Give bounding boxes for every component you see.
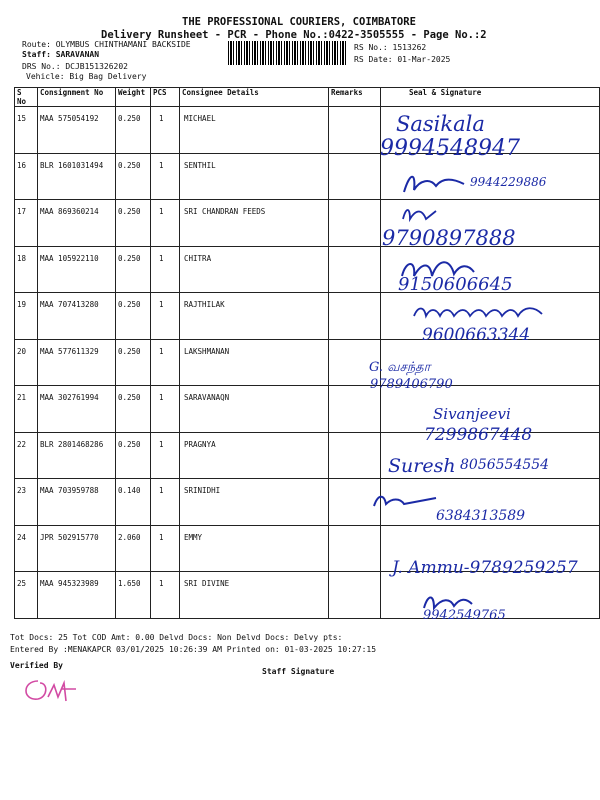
cell-sno: 19 <box>15 293 38 340</box>
handwritten-phone: 8056554554 <box>460 457 550 473</box>
handwritten-phone: 9944229886 <box>470 175 547 189</box>
cell-pcs: 1 <box>151 293 180 340</box>
runsheet-subtitle: Delivery Runsheet - PCR - Phone No.:0422-3505555 - Page No.:2 <box>101 29 487 41</box>
handwritten-name: Suresh <box>388 455 456 477</box>
vehicle-text: Vehicle: Big Bag Delivery <box>26 72 147 81</box>
cell-remarks <box>329 432 381 479</box>
cell-consignee: CHITRA <box>180 246 329 293</box>
cell-consignee: LAKSHMANAN <box>180 339 329 386</box>
cell-cno: MAA 577611329 <box>38 339 116 386</box>
cell-weight: 0.250 <box>116 386 151 433</box>
table-header-row <box>15 88 600 107</box>
cell-consignee: SENTHIL <box>180 153 329 200</box>
cell-cno: MAA 302761994 <box>38 386 116 433</box>
cell-sno: 21 <box>15 386 38 433</box>
cell-cno: BLR 2801468286 <box>38 432 116 479</box>
cell-remarks <box>329 107 381 154</box>
cell-pcs: 1 <box>151 479 180 526</box>
handwritten-name: Sasikala <box>396 112 485 136</box>
cell-remarks <box>329 200 381 247</box>
cell-cno: MAA 707413280 <box>38 293 116 340</box>
cell-remarks <box>329 293 381 340</box>
table-row <box>15 572 600 619</box>
cell-weight: 0.250 <box>116 293 151 340</box>
staff-signature-label: Staff Signature <box>262 667 335 676</box>
cell-pcs: 1 <box>151 107 180 154</box>
signature-scribble <box>370 490 440 512</box>
drs-number: DRS No.: DCJB151326202 <box>22 62 128 71</box>
column-header: PCS <box>151 88 180 107</box>
cell-remarks <box>329 153 381 200</box>
cell-pcs: 1 <box>151 246 180 293</box>
table-row <box>15 339 600 386</box>
company-title: THE PROFESSIONAL COURIERS, COIMBATORE <box>182 16 416 28</box>
cell-pcs: 1 <box>151 432 180 479</box>
cell-cno: JPR 502915770 <box>38 525 116 572</box>
cell-sno: 16 <box>15 153 38 200</box>
cell-sno: 18 <box>15 246 38 293</box>
signature-scribble <box>400 205 440 225</box>
cell-cno: MAA 945323989 <box>38 572 116 619</box>
handwritten-name: G. வசந்தா <box>369 360 431 375</box>
entered-by-line: Entered By :MENAKAPCR 03/01/2025 10:26:39 AM Printed on: 01-03-2025 10:27:15 <box>10 645 377 654</box>
signature-scribble <box>410 302 550 324</box>
cell-sno: 23 <box>15 479 38 526</box>
rs-date: RS Date: 01-Mar-2025 <box>354 55 451 64</box>
handwritten-phone: 9790897888 <box>382 226 516 250</box>
verifier-signature <box>18 675 78 703</box>
cell-cno: MAA 703959788 <box>38 479 116 526</box>
handwritten-name: J. Ammu-9789259257 <box>392 558 578 578</box>
handwritten-phone: 7299867448 <box>424 425 533 445</box>
column-header: Consignee Details <box>180 88 329 107</box>
cell-consignee: EMMY <box>180 525 329 572</box>
cell-consignee: SRINIDHI <box>180 479 329 526</box>
cell-remarks <box>329 572 381 619</box>
cell-pcs: 1 <box>151 153 180 200</box>
cell-sno: 22 <box>15 432 38 479</box>
cell-consignee: RAJTHILAK <box>180 293 329 340</box>
cell-weight: 0.250 <box>116 153 151 200</box>
cell-sno: 17 <box>15 200 38 247</box>
route-text: Route: OLYMBUS CHINTHAMANI BACKSIDE <box>22 40 191 49</box>
handwritten-phone: 9994548947 <box>380 136 520 161</box>
handwritten-phone: 9789406790 <box>370 377 453 392</box>
cell-remarks <box>329 525 381 572</box>
cell-cno: BLR 1601031494 <box>38 153 116 200</box>
cell-pcs: 1 <box>151 572 180 619</box>
column-header: S No <box>15 88 38 107</box>
cell-sno: 15 <box>15 107 38 154</box>
runsheet-table <box>14 87 600 619</box>
cell-pcs: 1 <box>151 200 180 247</box>
handwritten-phone: 9942549765 <box>423 608 506 623</box>
cell-cno: MAA 105922110 <box>38 246 116 293</box>
column-header: Weight <box>116 88 151 107</box>
cell-remarks <box>329 246 381 293</box>
cell-weight: 0.140 <box>116 479 151 526</box>
cell-consignee: MICHAEL <box>180 107 329 154</box>
column-header: Seal & Signature <box>381 88 600 107</box>
cell-weight: 0.250 <box>116 246 151 293</box>
verified-by-label: Verified By <box>10 661 63 670</box>
cell-weight: 2.060 <box>116 525 151 572</box>
cell-consignee: SRI DIVINE <box>180 572 329 619</box>
totals-line: Tot Docs: 25 Tot COD Amt: 0.00 Delvd Docs: Non Delvd Docs: Delvy pts: <box>10 633 343 642</box>
cell-cno: MAA 575054192 <box>38 107 116 154</box>
rs-number: RS No.: 1513262 <box>354 43 427 52</box>
cell-sno: 24 <box>15 525 38 572</box>
cell-cno: MAA 869360214 <box>38 200 116 247</box>
cell-weight: 0.250 <box>116 339 151 386</box>
cell-pcs: 1 <box>151 386 180 433</box>
handwritten-phone: 9150606645 <box>398 274 513 295</box>
signature-scribble <box>400 170 470 198</box>
handwritten-phone: 9600663344 <box>422 325 531 345</box>
cell-sno: 20 <box>15 339 38 386</box>
cell-consignee: SARAVANAQN <box>180 386 329 433</box>
barcode <box>228 41 346 65</box>
handwritten-phone: 6384313589 <box>436 508 526 524</box>
cell-sno: 25 <box>15 572 38 619</box>
column-header: Remarks <box>329 88 381 107</box>
staff-text: Staff: SARAVANAN <box>22 50 100 59</box>
cell-consignee: SRI CHANDRAN FEEDS <box>180 200 329 247</box>
cell-pcs: 1 <box>151 525 180 572</box>
cell-consignee: PRAGNYA <box>180 432 329 479</box>
column-header: Consignment No <box>38 88 116 107</box>
cell-weight: 0.250 <box>116 200 151 247</box>
handwritten-name: Sivanjeevi <box>433 405 511 423</box>
cell-weight: 1.650 <box>116 572 151 619</box>
cell-pcs: 1 <box>151 339 180 386</box>
cell-weight: 0.250 <box>116 432 151 479</box>
cell-weight: 0.250 <box>116 107 151 154</box>
cell-remarks <box>329 386 381 433</box>
